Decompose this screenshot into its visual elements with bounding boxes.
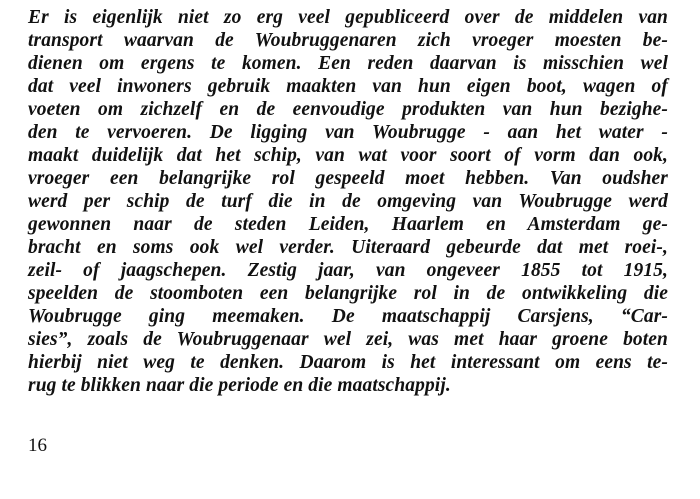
page-number: 16	[28, 435, 47, 456]
text-line: den te vervoeren. De ligging van Woubrugge - aan het water -	[28, 122, 668, 143]
text-line: maakt duidelijk dat het schip, van wat voor soort of vorm dan ook,	[28, 145, 668, 166]
text-line: bracht en soms ook wel verder. Uiteraard gebeurde dat met roei-,	[28, 237, 668, 258]
text-line: Er is eigenlijk niet zo erg veel gepubliceerd over de middelen van	[28, 7, 668, 28]
text-line: vroeger een belangrijke rol gespeeld moet hebben. Van oudsher	[28, 168, 668, 189]
text-line: hierbij niet weg te denken. Daarom is het interessant om eens te-	[28, 352, 668, 373]
article-paragraph	[28, 6, 668, 397]
text-line: sies”, zoals de Woubruggenaar wel zei, was met haar groene boten	[28, 329, 668, 350]
text-line: werd per schip de turf die in de omgeving van Woubrugge werd	[28, 191, 668, 212]
text-line: zeil- of jaagschepen. Zestig jaar, van ongeveer 1855 tot 1915,	[28, 260, 668, 281]
text-line: Woubrugge ging meemaken. De maatschappij Carsjens, “Car-	[28, 306, 668, 327]
text-line: dienen om ergens te komen. Een reden daarvan is misschien wel	[28, 53, 668, 74]
text-line: speelden de stoomboten een belangrijke rol in de ontwikkeling die	[28, 283, 668, 304]
text-line: voeten om zichzelf en de eenvoudige produkten van hun bezighe-	[28, 99, 668, 120]
text-line: gewonnen naar de steden Leiden, Haarlem en Amsterdam ge-	[28, 214, 668, 235]
text-line-last: rug te blikken naar die periode en die maatschappij.	[28, 375, 451, 396]
text-line: dat veel inwoners gebruik maakten van hun eigen boot, wagen of	[28, 76, 668, 97]
text-line: transport waarvan de Woubruggenaren zich vroeger moesten be-	[28, 30, 668, 51]
